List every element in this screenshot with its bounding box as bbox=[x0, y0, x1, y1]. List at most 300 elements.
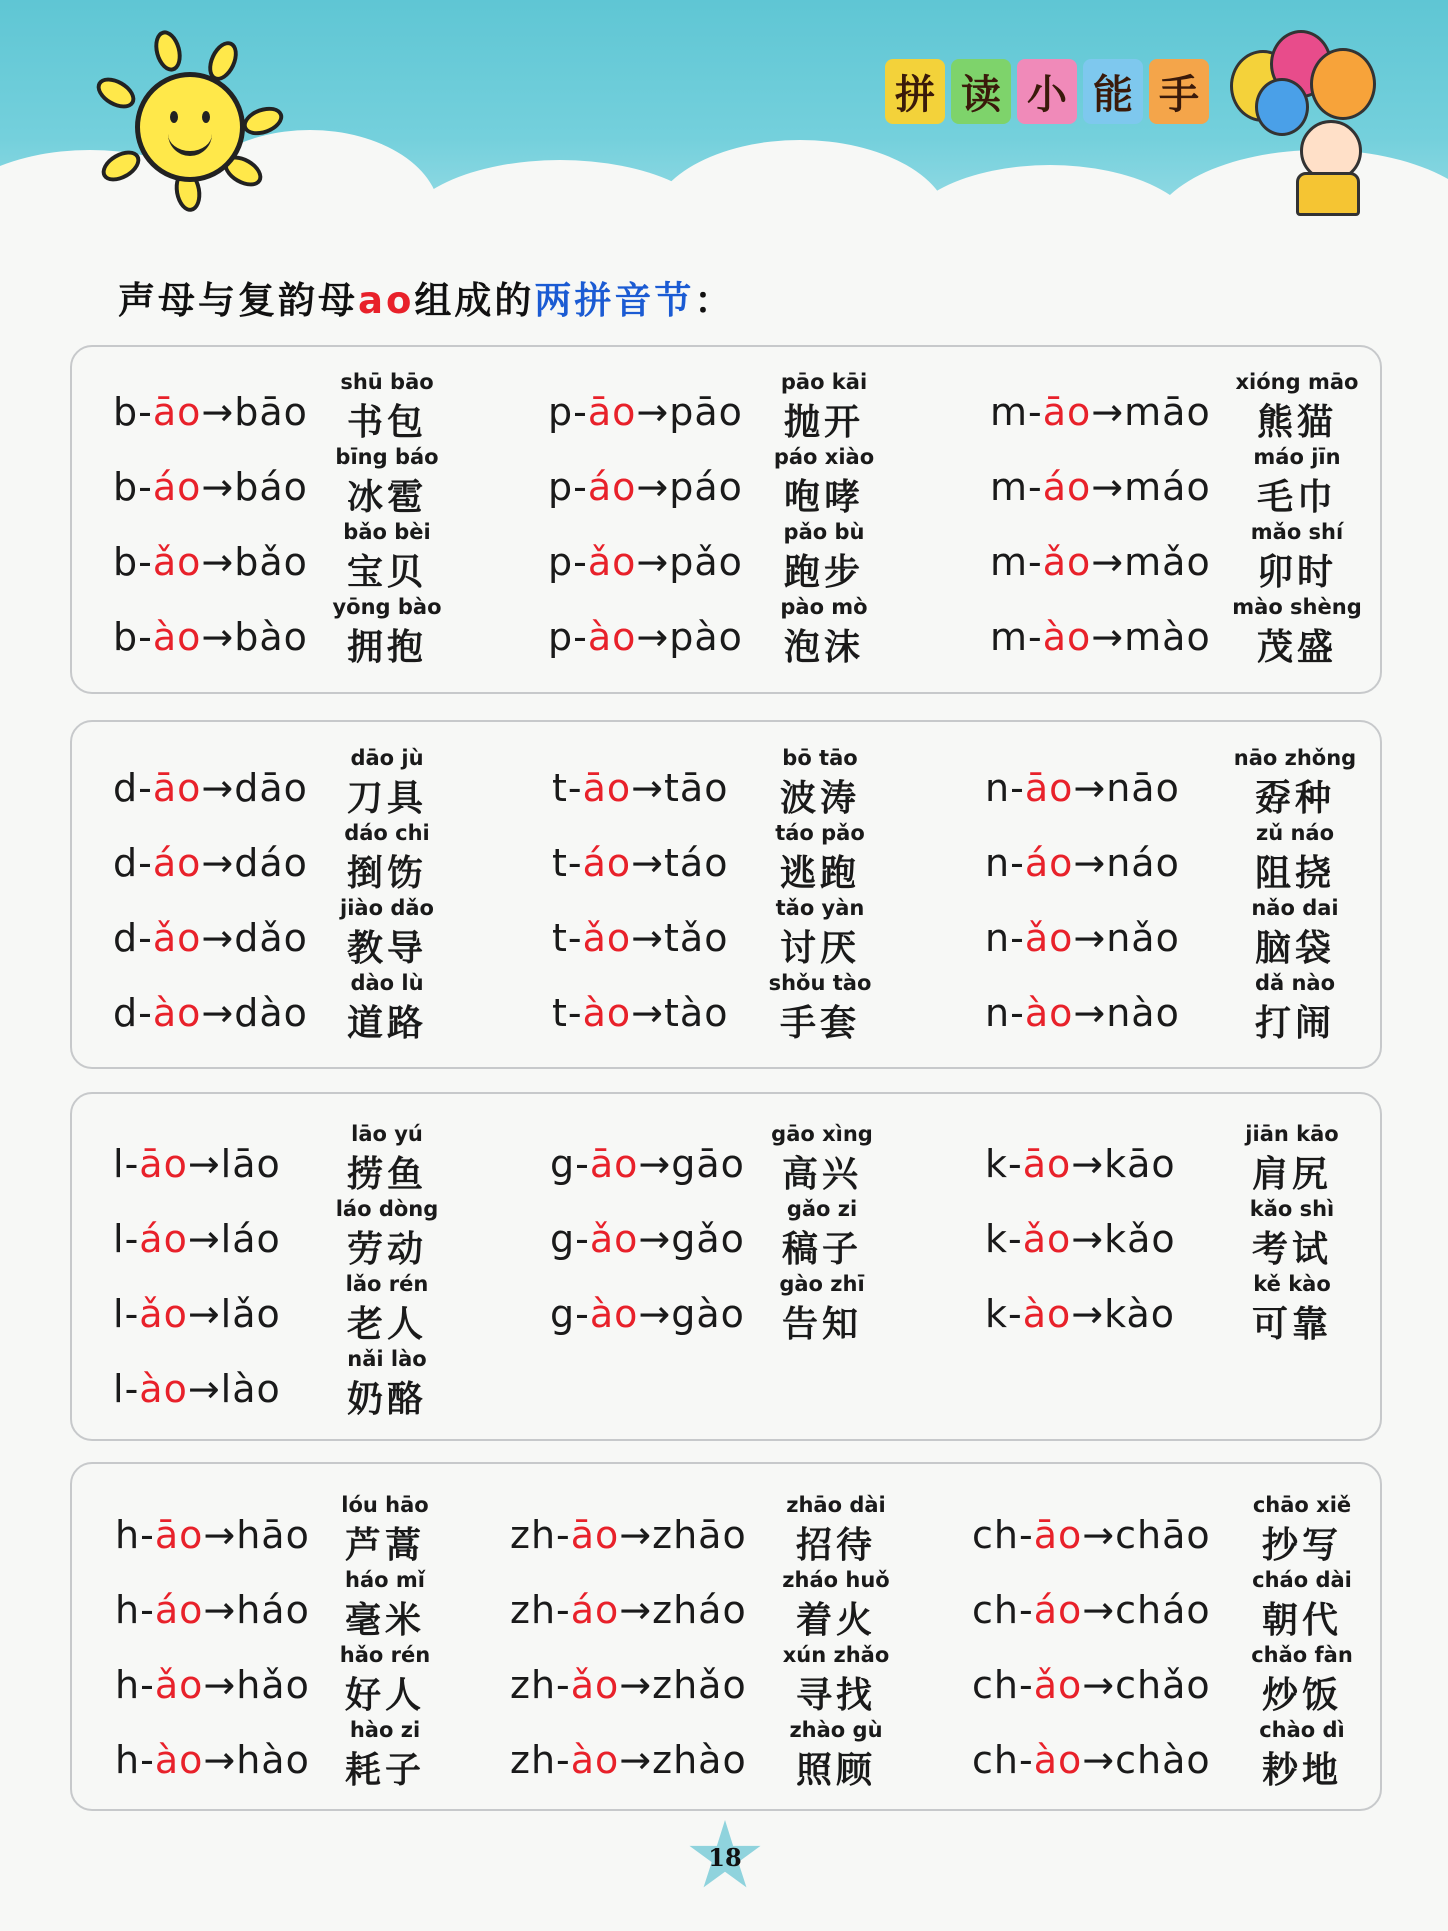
initial-consonant: d bbox=[113, 916, 139, 960]
result-syllable: kǎo bbox=[1104, 1217, 1176, 1261]
arrow-icon: → bbox=[1091, 540, 1125, 584]
word-hanzi: 逃跑 bbox=[779, 853, 860, 894]
arrow-icon: → bbox=[201, 991, 235, 1035]
result-syllable: kāo bbox=[1104, 1142, 1176, 1186]
syllable-formula bbox=[548, 615, 743, 659]
arrow-icon: → bbox=[1082, 1513, 1116, 1557]
initial-consonant: zh bbox=[510, 1513, 557, 1557]
toned-final: ào bbox=[1042, 615, 1092, 659]
toned-final: áo bbox=[139, 1217, 188, 1261]
initial-consonant: h bbox=[115, 1663, 141, 1707]
dash: - bbox=[1010, 991, 1025, 1035]
dash: - bbox=[138, 540, 153, 584]
title-char: 拼 bbox=[885, 59, 945, 124]
toned-final: ào bbox=[1033, 1738, 1083, 1782]
word-pinyin: zháo huǒ bbox=[782, 1568, 890, 1592]
result-syllable: nāo bbox=[1106, 766, 1180, 810]
dash: - bbox=[138, 390, 153, 434]
dash: - bbox=[575, 1217, 590, 1261]
result-syllable: máo bbox=[1124, 465, 1211, 509]
initial-consonant: n bbox=[985, 766, 1011, 810]
syllable-formula bbox=[990, 615, 1211, 659]
toned-final: ào bbox=[152, 615, 202, 659]
initial-consonant: n bbox=[985, 916, 1011, 960]
arrow-icon: → bbox=[619, 1588, 653, 1632]
dash: - bbox=[138, 766, 153, 810]
result-syllable: láo bbox=[220, 1217, 281, 1261]
syllable-formula bbox=[990, 465, 1211, 509]
word-hanzi: 肩尻 bbox=[1251, 1154, 1332, 1195]
word-hanzi: 奶酪 bbox=[346, 1379, 427, 1420]
arrow-icon: → bbox=[1071, 1217, 1105, 1261]
dash: - bbox=[1010, 841, 1025, 885]
result-syllable: gào bbox=[671, 1292, 745, 1336]
dash: - bbox=[556, 1588, 571, 1632]
dash: - bbox=[124, 1367, 140, 1411]
word-pinyin: chǎo fàn bbox=[1251, 1643, 1353, 1667]
word-hanzi: 打闹 bbox=[1254, 1003, 1335, 1044]
arrow-icon: → bbox=[638, 1292, 672, 1336]
word-pinyin: jiào dǎo bbox=[340, 896, 434, 920]
word-pinyin: máo jīn bbox=[1253, 445, 1341, 469]
syllable-formula bbox=[548, 540, 743, 584]
dash: - bbox=[1008, 1292, 1023, 1336]
syllable-formula bbox=[985, 1217, 1176, 1261]
word-pinyin: nāo zhǒng bbox=[1233, 746, 1357, 770]
result-syllable: lǎo bbox=[220, 1292, 281, 1336]
word-pinyin: páo xiào bbox=[773, 445, 875, 469]
result-syllable: dāo bbox=[234, 766, 308, 810]
word-pinyin: hǎo rén bbox=[339, 1643, 431, 1667]
syllable-formula bbox=[985, 1292, 1175, 1336]
dash: - bbox=[567, 991, 583, 1035]
word-hanzi: 道路 bbox=[346, 1003, 427, 1044]
word-hanzi: 茂盛 bbox=[1256, 627, 1337, 668]
syllable-formula bbox=[552, 916, 728, 960]
word-hanzi: 捯饬 bbox=[346, 853, 427, 894]
arrow-icon: → bbox=[187, 1142, 221, 1186]
dash: - bbox=[138, 615, 153, 659]
dash: - bbox=[140, 1663, 155, 1707]
toned-final: āo bbox=[1042, 390, 1092, 434]
result-syllable: hāo bbox=[236, 1513, 310, 1557]
arrow-icon: → bbox=[1073, 841, 1107, 885]
word-pinyin: jiān kāo bbox=[1245, 1122, 1339, 1146]
toned-final: āo bbox=[154, 1513, 204, 1557]
toned-final: áo bbox=[1042, 465, 1092, 509]
initial-consonant: g bbox=[550, 1292, 576, 1336]
initial-consonant: b bbox=[113, 390, 139, 434]
initial-consonant: l bbox=[113, 1142, 125, 1186]
syllable-formula bbox=[552, 841, 728, 885]
syllable-formula bbox=[972, 1738, 1211, 1782]
word-hanzi: 招待 bbox=[795, 1525, 876, 1566]
arrow-icon: → bbox=[1091, 465, 1125, 509]
toned-final: áo bbox=[1033, 1588, 1083, 1632]
dash: - bbox=[573, 540, 588, 584]
dash: - bbox=[1028, 540, 1043, 584]
section-title bbox=[885, 58, 1209, 124]
word-hanzi: 芦蒿 bbox=[344, 1525, 425, 1566]
initial-consonant: b bbox=[113, 540, 139, 584]
syllable-formula bbox=[510, 1663, 747, 1707]
arrow-icon: → bbox=[1082, 1663, 1116, 1707]
arrow-icon: → bbox=[636, 615, 670, 659]
word-hanzi: 可靠 bbox=[1251, 1304, 1332, 1345]
dash: - bbox=[124, 1292, 140, 1336]
syllable-formula bbox=[113, 465, 308, 509]
toned-final: ǎo bbox=[154, 1663, 204, 1707]
word-hanzi: 着火 bbox=[795, 1600, 876, 1641]
toned-final: āo bbox=[1033, 1513, 1083, 1557]
initial-consonant: l bbox=[113, 1217, 125, 1261]
arrow-icon: → bbox=[201, 465, 235, 509]
initial-consonant: l bbox=[113, 1367, 125, 1411]
toned-final: ào bbox=[139, 1367, 188, 1411]
word-hanzi: 告知 bbox=[781, 1304, 862, 1345]
word-pinyin: mǎo shí bbox=[1250, 520, 1344, 544]
arrow-icon: → bbox=[201, 766, 235, 810]
dash: - bbox=[1008, 1142, 1023, 1186]
initial-consonant: p bbox=[548, 540, 574, 584]
syllable-formula bbox=[548, 390, 743, 434]
word-hanzi: 刀具 bbox=[346, 778, 427, 819]
arrow-icon: → bbox=[619, 1738, 653, 1782]
word-hanzi: 教导 bbox=[346, 928, 427, 969]
word-hanzi: 波涛 bbox=[779, 778, 860, 819]
initial-consonant: zh bbox=[510, 1738, 557, 1782]
arrow-icon: → bbox=[638, 1142, 672, 1186]
toned-final: ào bbox=[582, 991, 632, 1035]
initial-consonant: m bbox=[990, 390, 1029, 434]
arrow-icon: → bbox=[1073, 916, 1107, 960]
result-syllable: zháo bbox=[652, 1588, 747, 1632]
initial-consonant: m bbox=[990, 540, 1029, 584]
dash: - bbox=[138, 841, 153, 885]
initial-consonant: zh bbox=[510, 1588, 557, 1632]
arrow-icon: → bbox=[187, 1367, 221, 1411]
result-syllable: gāo bbox=[671, 1142, 745, 1186]
toned-final: ǎo bbox=[1024, 916, 1074, 960]
word-pinyin: zǔ náo bbox=[1255, 821, 1335, 845]
arrow-icon: → bbox=[619, 1513, 653, 1557]
initial-consonant: p bbox=[548, 465, 574, 509]
toned-final: áo bbox=[152, 841, 202, 885]
word-hanzi: 稿子 bbox=[781, 1229, 862, 1270]
dash: - bbox=[1018, 1513, 1034, 1557]
initial-consonant: t bbox=[552, 991, 568, 1035]
arrow-icon: → bbox=[1073, 766, 1107, 810]
dash: - bbox=[1018, 1588, 1034, 1632]
arrow-icon: → bbox=[187, 1217, 221, 1261]
syllable-formula bbox=[113, 841, 308, 885]
word-hanzi: 照顾 bbox=[795, 1750, 876, 1791]
arrow-icon: → bbox=[1091, 390, 1125, 434]
word-hanzi: 阻挠 bbox=[1254, 853, 1335, 894]
syllable-formula bbox=[972, 1663, 1211, 1707]
arrow-icon: → bbox=[1073, 991, 1107, 1035]
toned-final: áo bbox=[587, 465, 637, 509]
syllable-formula bbox=[113, 991, 308, 1035]
dash: - bbox=[124, 1142, 140, 1186]
dash: - bbox=[567, 841, 583, 885]
word-hanzi: 泡沫 bbox=[783, 627, 864, 668]
result-syllable: tǎo bbox=[664, 916, 729, 960]
initial-consonant: p bbox=[548, 615, 574, 659]
toned-final: āo bbox=[589, 1142, 639, 1186]
syllable-formula bbox=[510, 1738, 747, 1782]
toned-final: áo bbox=[154, 1588, 204, 1632]
title-char: 读 bbox=[951, 59, 1011, 124]
word-pinyin: zhào gù bbox=[789, 1718, 883, 1742]
word-pinyin: kǎo shì bbox=[1249, 1197, 1335, 1221]
word-pinyin: zhāo dài bbox=[786, 1493, 886, 1517]
word-hanzi: 朝代 bbox=[1261, 1600, 1342, 1641]
dash: - bbox=[573, 390, 588, 434]
toned-final: ào bbox=[570, 1738, 620, 1782]
arrow-icon: → bbox=[636, 540, 670, 584]
syllable-formula bbox=[550, 1217, 745, 1261]
word-hanzi: 高兴 bbox=[781, 1154, 862, 1195]
initial-consonant: g bbox=[550, 1217, 576, 1261]
result-syllable: pǎo bbox=[669, 540, 743, 584]
word-pinyin: pāo kāi bbox=[780, 370, 868, 394]
initial-consonant: t bbox=[552, 841, 568, 885]
syllable-formula bbox=[113, 615, 308, 659]
toned-final: ào bbox=[152, 991, 202, 1035]
word-hanzi: 抛开 bbox=[783, 402, 864, 443]
syllable-formula bbox=[550, 1292, 745, 1336]
dash: - bbox=[1010, 766, 1025, 810]
dash: - bbox=[567, 766, 583, 810]
word-pinyin: xún zhǎo bbox=[782, 1643, 890, 1667]
result-syllable: chǎo bbox=[1115, 1663, 1211, 1707]
result-syllable: bǎo bbox=[234, 540, 308, 584]
word-hanzi: 炒饭 bbox=[1261, 1675, 1342, 1716]
dash: - bbox=[138, 991, 153, 1035]
syllable-formula bbox=[115, 1738, 310, 1782]
result-syllable: hǎo bbox=[236, 1663, 310, 1707]
toned-final: ǎo bbox=[582, 916, 632, 960]
syllable-formula bbox=[548, 465, 743, 509]
arrow-icon: → bbox=[201, 615, 235, 659]
word-pinyin: bō tāo bbox=[782, 746, 858, 770]
arrow-icon: → bbox=[1091, 615, 1125, 659]
syllable-formula bbox=[985, 766, 1180, 810]
arrow-icon: → bbox=[638, 1217, 672, 1261]
word-hanzi: 耗子 bbox=[344, 1750, 425, 1791]
initial-consonant: m bbox=[990, 465, 1029, 509]
word-pinyin: pǎo bù bbox=[783, 520, 865, 544]
arrow-icon: → bbox=[187, 1292, 221, 1336]
arrow-icon: → bbox=[203, 1738, 237, 1782]
toned-final: ǎo bbox=[152, 916, 202, 960]
toned-final: āo bbox=[1024, 766, 1074, 810]
dash: - bbox=[140, 1513, 155, 1557]
toned-final: ào bbox=[1024, 991, 1074, 1035]
word-hanzi: 跑步 bbox=[783, 552, 864, 593]
word-pinyin: dáo chi bbox=[344, 821, 430, 845]
word-hanzi: 捞鱼 bbox=[346, 1154, 427, 1195]
initial-consonant: ch bbox=[972, 1513, 1019, 1557]
result-syllable: páo bbox=[669, 465, 743, 509]
dash: - bbox=[1008, 1217, 1023, 1261]
initial-consonant: l bbox=[113, 1292, 125, 1336]
word-hanzi: 卯时 bbox=[1256, 552, 1337, 593]
result-syllable: cháo bbox=[1115, 1588, 1211, 1632]
result-syllable: nǎo bbox=[1106, 916, 1180, 960]
initial-consonant: h bbox=[115, 1588, 141, 1632]
dash: - bbox=[556, 1663, 571, 1707]
arrow-icon: → bbox=[201, 390, 235, 434]
dash: - bbox=[1018, 1738, 1034, 1782]
result-syllable: hào bbox=[236, 1738, 310, 1782]
dash: - bbox=[556, 1513, 571, 1557]
result-syllable: mǎo bbox=[1124, 540, 1211, 584]
initial-consonant: h bbox=[115, 1738, 141, 1782]
result-syllable: māo bbox=[1124, 390, 1211, 434]
result-syllable: gǎo bbox=[671, 1217, 745, 1261]
arrow-icon: → bbox=[631, 766, 665, 810]
result-syllable: lāo bbox=[220, 1142, 281, 1186]
initial-consonant: d bbox=[113, 766, 139, 810]
syllable-formula bbox=[115, 1588, 310, 1632]
toned-final: ǎo bbox=[1042, 540, 1092, 584]
toned-final: ào bbox=[1022, 1292, 1072, 1336]
toned-final: āo bbox=[139, 1142, 188, 1186]
word-hanzi: 手套 bbox=[779, 1003, 860, 1044]
result-syllable: mào bbox=[1124, 615, 1211, 659]
result-syllable: zhào bbox=[652, 1738, 747, 1782]
dash: - bbox=[138, 465, 153, 509]
initial-consonant: d bbox=[113, 991, 139, 1035]
word-pinyin: xióng māo bbox=[1235, 370, 1359, 394]
initial-consonant: b bbox=[113, 615, 139, 659]
word-pinyin: yōng bào bbox=[332, 595, 442, 619]
arrow-icon: → bbox=[636, 465, 670, 509]
syllable-formula bbox=[113, 1367, 281, 1411]
syllable-formula bbox=[972, 1513, 1211, 1557]
dash: - bbox=[1028, 615, 1043, 659]
result-syllable: dào bbox=[234, 991, 308, 1035]
initial-consonant: n bbox=[985, 841, 1011, 885]
word-pinyin: bīng báo bbox=[335, 445, 439, 469]
toned-final: áo bbox=[152, 465, 202, 509]
toned-final: āo bbox=[152, 390, 202, 434]
result-syllable: tào bbox=[664, 991, 729, 1035]
word-hanzi: 寻找 bbox=[795, 1675, 876, 1716]
word-pinyin: háo mǐ bbox=[345, 1568, 425, 1592]
arrow-icon: → bbox=[1082, 1588, 1116, 1632]
result-syllable: lào bbox=[220, 1367, 281, 1411]
toned-final: āo bbox=[587, 390, 637, 434]
word-pinyin: shǒu tào bbox=[768, 971, 872, 995]
word-pinyin: hào zi bbox=[349, 1718, 421, 1742]
word-hanzi: 毛巾 bbox=[1256, 477, 1337, 518]
word-hanzi: 熊猫 bbox=[1256, 402, 1337, 443]
initial-consonant: t bbox=[552, 766, 568, 810]
arrow-icon: → bbox=[631, 916, 665, 960]
arrow-icon: → bbox=[203, 1588, 237, 1632]
word-pinyin: lāo yú bbox=[351, 1122, 423, 1146]
result-syllable: nào bbox=[1106, 991, 1180, 1035]
toned-final: āo bbox=[152, 766, 202, 810]
toned-final: ǎo bbox=[1022, 1217, 1072, 1261]
dash: - bbox=[140, 1738, 155, 1782]
toned-final: ào bbox=[589, 1292, 639, 1336]
result-syllable: kào bbox=[1104, 1292, 1175, 1336]
syllable-formula bbox=[985, 841, 1180, 885]
result-syllable: tāo bbox=[664, 766, 729, 810]
title-char: 能 bbox=[1083, 59, 1143, 124]
dash: - bbox=[138, 916, 153, 960]
arrow-icon: → bbox=[201, 916, 235, 960]
toned-final: áo bbox=[1024, 841, 1074, 885]
dash: - bbox=[1028, 465, 1043, 509]
word-pinyin: gāo xìng bbox=[771, 1122, 873, 1146]
syllable-formula bbox=[550, 1142, 745, 1186]
result-syllable: pāo bbox=[669, 390, 743, 434]
arrow-icon: → bbox=[203, 1513, 237, 1557]
word-pinyin: nǎi lào bbox=[347, 1347, 427, 1371]
word-pinyin: dǎ nào bbox=[1254, 971, 1336, 995]
title-char: 小 bbox=[1017, 59, 1077, 124]
word-pinyin: chào dì bbox=[1259, 1718, 1345, 1742]
dash: - bbox=[1018, 1663, 1034, 1707]
toned-final: ǎo bbox=[570, 1663, 620, 1707]
syllable-formula bbox=[990, 540, 1211, 584]
word-hanzi: 拥抱 bbox=[346, 627, 427, 668]
initial-consonant: ch bbox=[972, 1738, 1019, 1782]
arrow-icon: → bbox=[1082, 1738, 1116, 1782]
syllable-formula bbox=[113, 1217, 281, 1261]
word-pinyin: lóu hāo bbox=[341, 1493, 429, 1517]
result-syllable: chào bbox=[1115, 1738, 1211, 1782]
toned-final: ǎo bbox=[139, 1292, 188, 1336]
dash: - bbox=[573, 615, 588, 659]
word-hanzi: 毫米 bbox=[344, 1600, 425, 1641]
arrow-icon: → bbox=[1071, 1292, 1105, 1336]
initial-consonant: t bbox=[552, 916, 568, 960]
word-hanzi: 脑袋 bbox=[1254, 928, 1335, 969]
arrow-icon: → bbox=[636, 390, 670, 434]
word-hanzi: 冰雹 bbox=[346, 477, 427, 518]
syllable-formula bbox=[552, 991, 728, 1035]
word-hanzi: 好人 bbox=[344, 1675, 425, 1716]
word-hanzi: 耖地 bbox=[1261, 1750, 1342, 1791]
dash: - bbox=[556, 1738, 571, 1782]
result-syllable: zhāo bbox=[652, 1513, 747, 1557]
toned-final: ào bbox=[154, 1738, 204, 1782]
arrow-icon: → bbox=[203, 1663, 237, 1707]
word-pinyin: kě kào bbox=[1253, 1272, 1331, 1296]
syllable-formula bbox=[113, 766, 308, 810]
initial-consonant: n bbox=[985, 991, 1011, 1035]
syllable-formula bbox=[972, 1588, 1211, 1632]
toned-final: āo bbox=[570, 1513, 620, 1557]
arrow-icon: → bbox=[1071, 1142, 1105, 1186]
dash: - bbox=[567, 916, 583, 960]
toned-final: āo bbox=[1022, 1142, 1072, 1186]
syllable-formula bbox=[113, 390, 308, 434]
title-char: 手 bbox=[1149, 59, 1209, 124]
result-syllable: náo bbox=[1106, 841, 1180, 885]
syllable-formula bbox=[113, 1142, 281, 1186]
word-pinyin: gào zhī bbox=[779, 1272, 865, 1296]
result-syllable: chāo bbox=[1115, 1513, 1211, 1557]
result-syllable: báo bbox=[234, 465, 308, 509]
toned-final: ǎo bbox=[152, 540, 202, 584]
